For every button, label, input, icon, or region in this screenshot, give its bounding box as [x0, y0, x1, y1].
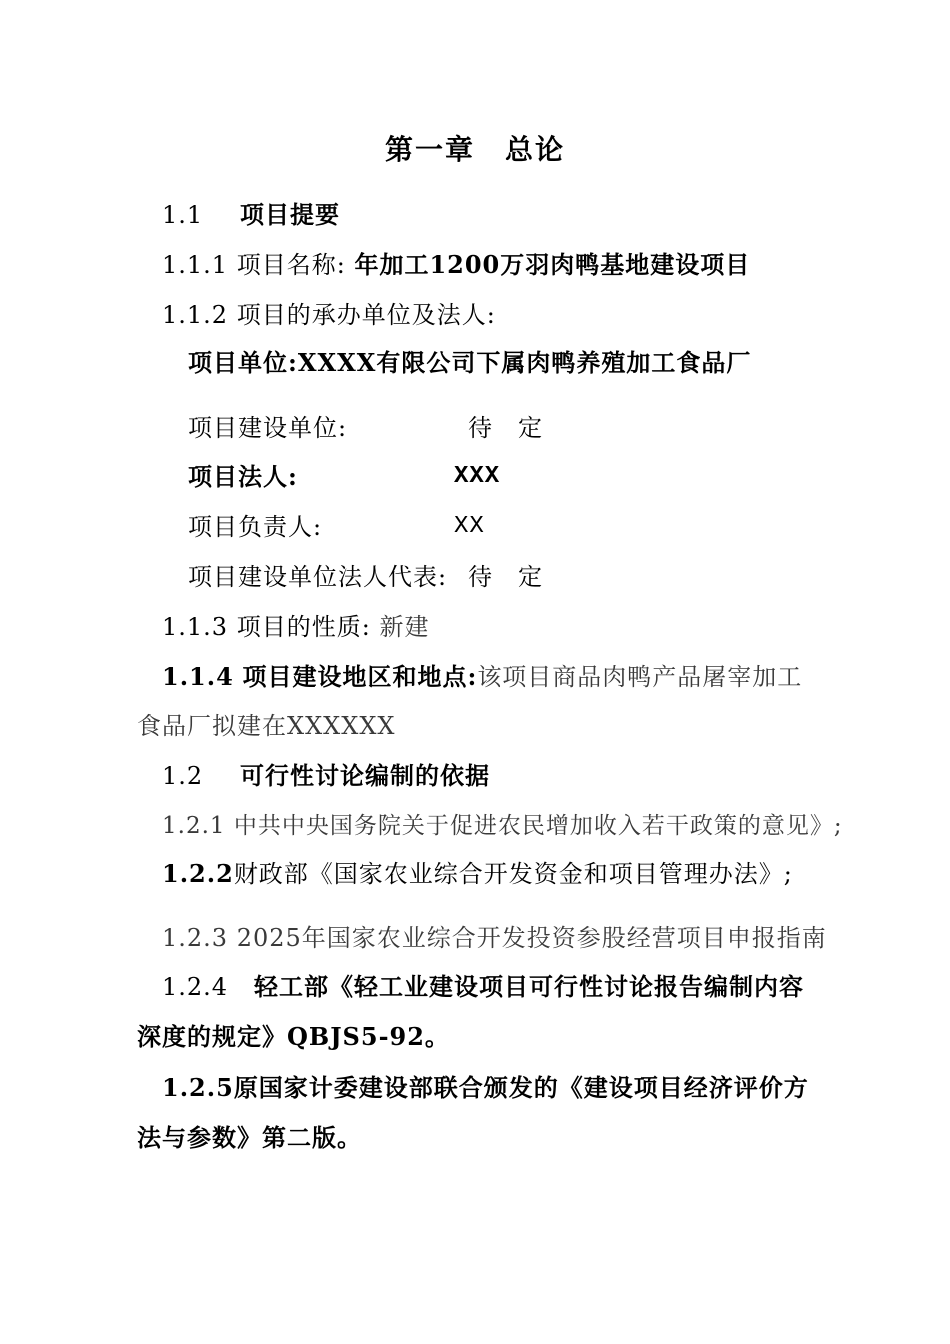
reference-text: 中共中央国务院关于促进农民增加收入若干政策的意见》;: [233, 813, 843, 839]
section-1-2-4: [162, 972, 804, 1002]
build-unit-value: 待 定: [468, 414, 543, 442]
build-unit-rep-value: 待 定: [468, 563, 543, 591]
section-number: 1.1.3: [162, 613, 229, 641]
reference-text: 财政部《国家农业综合开发资金和项目管理办法》;: [233, 860, 793, 888]
reference-text-line2: 法与参数》第二版。: [137, 1123, 362, 1152]
section-number: 1.1.2: [162, 301, 229, 329]
section-1-2-3: [162, 923, 827, 953]
project-nature-value: 新建: [379, 613, 430, 641]
reference-text-line1: 原国家计委建设部联合颁发的《建设项目经济评价方: [233, 1073, 809, 1102]
field-label: 项目建设地区和地点:: [242, 662, 478, 691]
build-unit-rep: [188, 562, 588, 592]
field-label: 项目法人:: [188, 462, 298, 491]
section-1-1: [162, 200, 340, 230]
project-leader: [188, 512, 588, 542]
build-unit: [188, 413, 588, 443]
section-number: 1.2.4: [162, 973, 229, 1001]
location-value-line1: 该项目商品肉鸭产品屠宰加工: [477, 663, 803, 691]
legal-person-value: XXX: [454, 463, 501, 490]
section-number: 1.2.1: [162, 813, 226, 839]
section-number: 1.1: [162, 201, 204, 229]
section-title: 项目提要: [240, 200, 340, 229]
field-label: 项目的性质:: [236, 613, 371, 641]
legal-person: [188, 462, 588, 492]
field-label: 项目单位:: [188, 348, 298, 377]
reference-text: 2025年国家农业综合开发投资参股经营项目申报指南: [236, 924, 827, 952]
section-title: 可行性讨论编制的依据: [240, 761, 490, 790]
section-1-1-1: [162, 250, 750, 280]
field-label: 项目建设单位:: [188, 414, 348, 442]
reference-text-line1: 轻工部《轻工业建设项目可行性讨论报告编制内容: [253, 972, 804, 1001]
section-1-2: [162, 761, 490, 791]
section-number: 1.2: [162, 762, 204, 790]
location-value-line2: 食品厂拟建在XXXXXX: [137, 712, 396, 740]
section-1-2-1: [162, 811, 843, 841]
field-label: 项目建设单位法人代表:: [188, 563, 448, 591]
field-label: 项目的承办单位及法人:: [236, 301, 496, 329]
section-number: 1.2.5: [162, 1073, 234, 1102]
section-number: 1.1.4: [162, 662, 234, 691]
project-name: 年加工1200万羽肉鸭基地建设项目: [354, 250, 751, 279]
project-unit-value: XXXX有限公司下属肉鸭养殖加工食品厂: [297, 348, 752, 377]
section-number: 1.2.2: [162, 859, 234, 888]
section-1-2-2: [162, 859, 793, 889]
section-1-1-4: [162, 662, 802, 692]
section-number: 1.2.3: [162, 924, 229, 952]
chapter-title: 第一章 总论: [384, 133, 565, 166]
section-1-2-5: [162, 1073, 809, 1103]
section-1-1-3: [162, 612, 429, 642]
project-unit: [188, 348, 751, 378]
field-label: 项目负责人:: [188, 513, 323, 541]
reference-text-line2: 深度的规定》QBJS5-92。: [137, 1022, 450, 1051]
section-1-1-2: [162, 300, 496, 330]
project-leader-value: XX: [454, 513, 485, 540]
field-label: 项目名称:: [236, 251, 346, 279]
section-number: 1.1.1: [162, 251, 229, 279]
